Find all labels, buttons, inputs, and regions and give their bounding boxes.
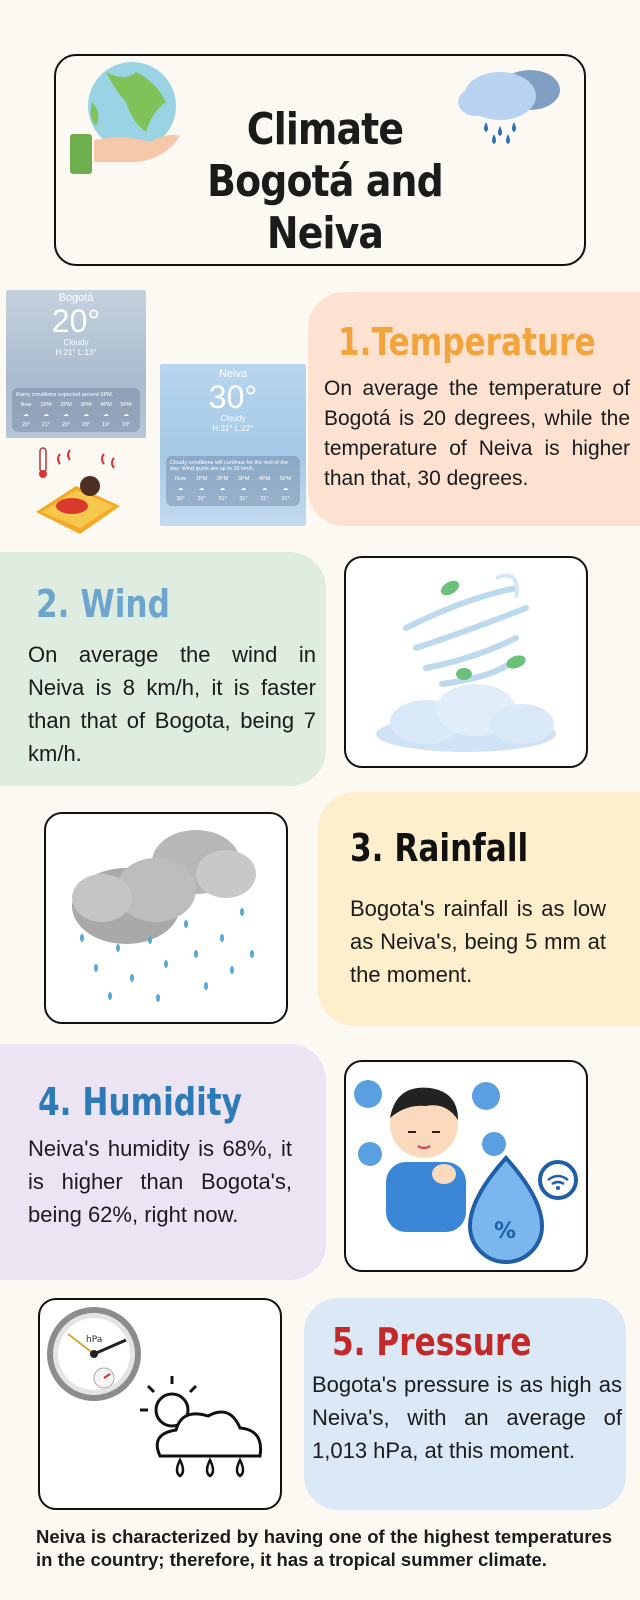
footer-note: Neiva is characterized by having one of the highest temperatures in the country; therefore, it has a tropical summer climate.	[36, 1526, 612, 1570]
neiva-city: Neiva	[218, 368, 248, 380]
wind-text: On average the wind in Neiva is 8 km/h, it is faster than that of Bogota, being 7 km/h.	[28, 642, 316, 766]
neiva-hours	[170, 476, 296, 482]
cloud-icon: ☁	[282, 486, 289, 492]
wind-cloud-icon	[346, 558, 586, 766]
humidity-heading: 4. Humidity	[38, 1080, 242, 1124]
bogota-range: H:21° L:13°	[55, 348, 97, 357]
hour-temp: 19°	[101, 422, 111, 428]
neiva-weather-screenshot	[160, 364, 306, 526]
hour: Now	[20, 402, 32, 408]
hour: 3PM	[237, 476, 250, 482]
hour-temp: 31°	[260, 496, 269, 502]
hour: 3PM	[80, 402, 92, 408]
hour: 1PM	[40, 402, 52, 408]
temperature-text: On average the temperature of Bogotá is 20 degrees, while the temperature of Neiva is higher than that, 30 degrees.	[324, 377, 630, 490]
rain-cloud-illustration	[46, 814, 286, 1022]
hour-temp: 20°	[81, 422, 91, 428]
neiva-cloud-icons	[170, 486, 296, 492]
title-line-2: Bogotá and Neiva	[207, 156, 443, 259]
hour: 1PM	[195, 476, 208, 482]
neiva-temps	[170, 496, 296, 502]
cloud-icon: ☁	[43, 412, 49, 418]
neiva-range: H:31° L:22°	[212, 424, 254, 433]
hour-temp: 31°	[239, 496, 248, 502]
cloud-icon: ☁	[23, 412, 29, 418]
rainfall-heading: 3. Rainfall	[350, 826, 529, 870]
bogota-forecast-card	[12, 388, 140, 432]
cloud-icon: ☁	[261, 486, 268, 492]
hour-temp: 20°	[61, 422, 71, 428]
pressure-image-frame	[38, 1298, 282, 1510]
bogota-condition: Cloudy	[63, 338, 89, 347]
title-line-1: Climate	[246, 104, 404, 155]
hour-temp: 30°	[176, 496, 185, 502]
hour: 4PM	[100, 402, 112, 408]
bogota-hours	[16, 402, 136, 408]
hour: 5PM	[279, 476, 292, 482]
bogota-weather-screenshot	[6, 290, 146, 438]
humidity-image-frame	[344, 1060, 588, 1272]
neiva-forecast-card	[166, 456, 300, 506]
hour: 4PM	[258, 476, 271, 482]
hour-temp: 31°	[281, 496, 290, 502]
hour: 5PM	[120, 402, 132, 408]
hour-temp: 30°	[197, 496, 206, 502]
cloud-icon: ☁	[63, 412, 69, 418]
wind-image-frame	[344, 556, 588, 768]
rainfall-image-frame	[44, 812, 288, 1024]
hour-temp: 18°	[121, 422, 131, 428]
neiva-temp: 30°	[208, 379, 258, 415]
bogota-cloud-icons	[16, 412, 136, 418]
humidity-text: Neiva's humidity is 68%, it is higher than Bogota's, being 62%, right now.	[28, 1136, 292, 1227]
pressure-heading: 5. Pressure	[332, 1320, 532, 1364]
bogota-temps	[16, 422, 136, 428]
bogota-note: Rainy conditions expected around 3PM.	[16, 392, 114, 398]
page-title	[166, 104, 484, 260]
neiva-condition: Cloudy	[220, 414, 246, 423]
cloud-icon: ☁	[240, 486, 247, 492]
cloud-icon: ☁	[123, 412, 129, 418]
cloud-icon: ☁	[219, 486, 226, 492]
hot-person-illustration	[30, 446, 128, 536]
hour: Now	[174, 476, 186, 482]
cloud-icon: ☁	[177, 486, 184, 492]
wind-heading: 2. Wind	[36, 582, 170, 626]
pressure-text: Bogota's pressure is as high as Neiva's, with an average of 1,013 hPa, at this moment.	[312, 1372, 622, 1463]
hour-temp: 20°	[21, 422, 31, 428]
rainfall-text: Bogota's rainfall is as low as Neiva's, being 5 mm at the moment.	[350, 896, 606, 987]
cloud-icon: ☁	[83, 412, 89, 418]
bogota-temp: 20°	[51, 303, 101, 339]
hour-temp: 21°	[41, 422, 51, 428]
sweaty-person-illustration	[346, 1062, 586, 1270]
bogota-city: Bogotá	[58, 292, 94, 304]
pressure-illustration	[40, 1300, 280, 1508]
temperature-heading: 1.Temperature	[338, 320, 596, 364]
cloud-icon: ☁	[103, 412, 109, 418]
cloud-icon: ☁	[198, 486, 205, 492]
percent-icon: %	[494, 1219, 517, 1244]
hour: 2PM	[60, 402, 72, 408]
hour: 2PM	[216, 476, 229, 482]
gauge-label: hPa	[86, 1335, 103, 1345]
neiva-note: Cloudy conditions will continue for the rest of the day. Wind gusts are up to 16 km/h.	[170, 460, 289, 472]
hour-temp: 31°	[218, 496, 227, 502]
